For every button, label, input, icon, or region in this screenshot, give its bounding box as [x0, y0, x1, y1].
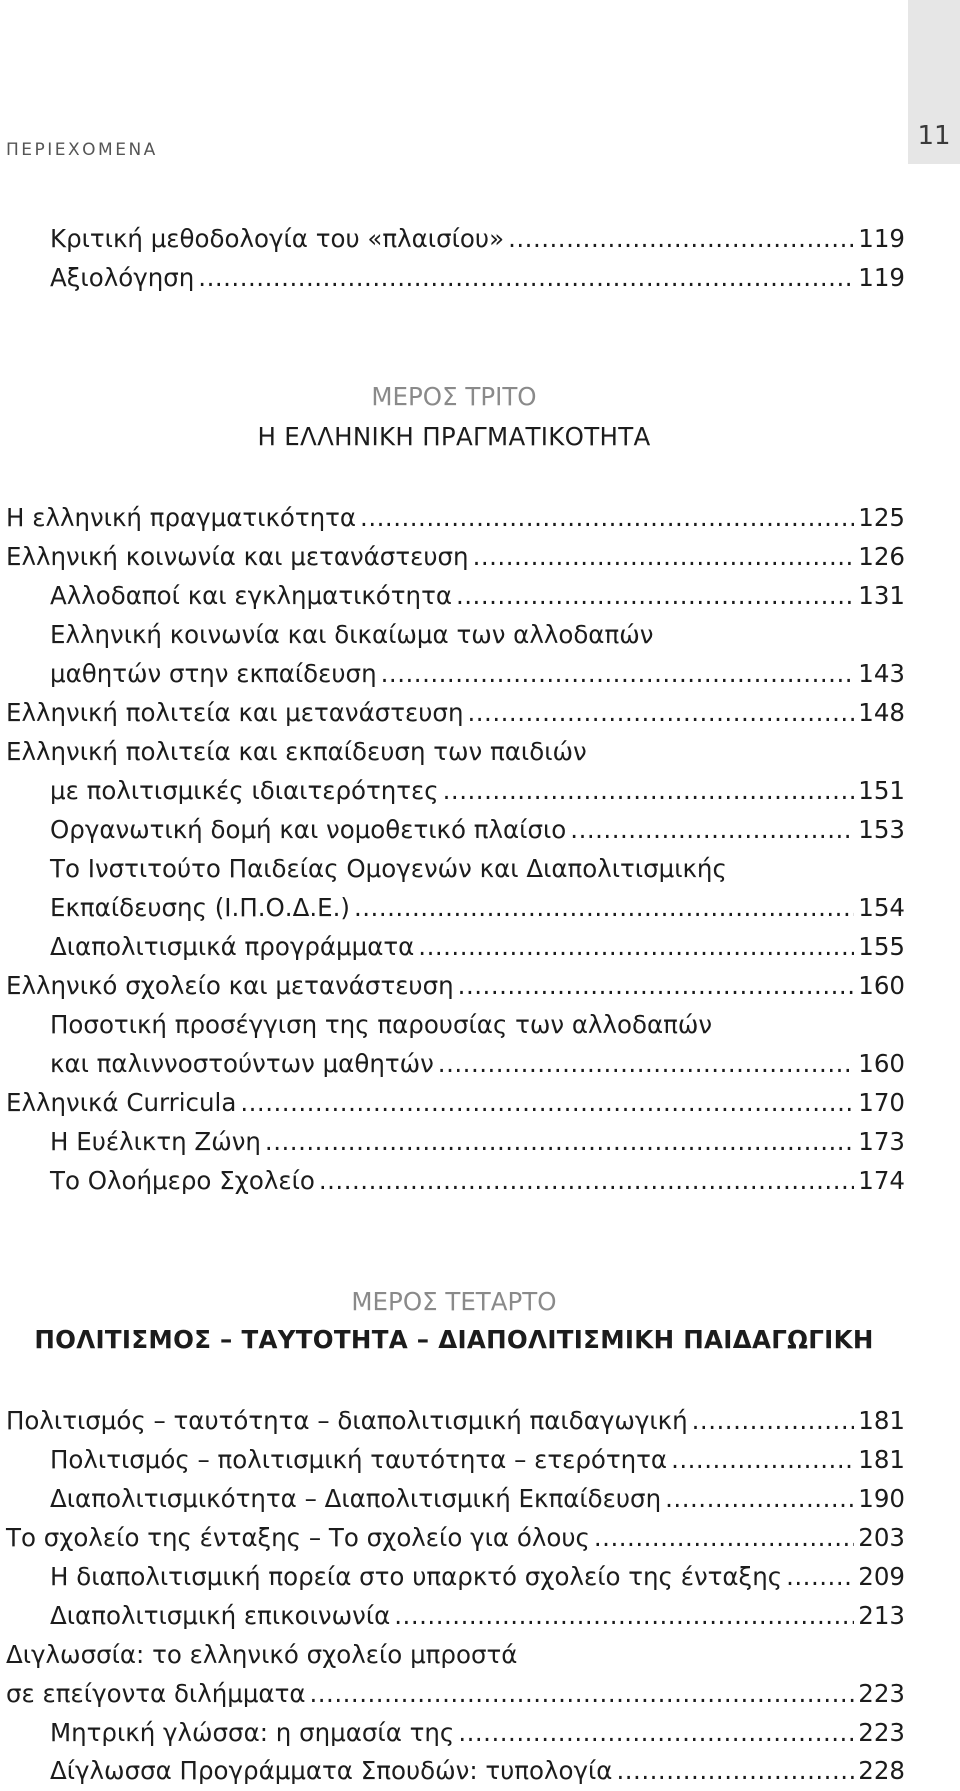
dot-leader [198, 258, 854, 298]
toc-entry-page: 228 [858, 1756, 905, 1785]
toc-entry-page: 160 [858, 971, 905, 1000]
dot-leader [786, 1557, 854, 1597]
toc-entry-title: Διαπολιτισμικά προγράμματα [50, 932, 415, 961]
toc-entry-page: 151 [858, 776, 905, 805]
toc-entry-title: μαθητών στην εκπαίδευση [50, 659, 377, 688]
toc-entry-title: Δίγλωσσα Προγράμματα Σπουδών: τυπολογία [50, 1756, 613, 1785]
toc-entry-title: Το Ολοήμερο Σχολείο [50, 1166, 315, 1195]
toc-entry-title: Διαπολιτισμική επικοινωνία [50, 1601, 391, 1630]
dot-leader [309, 1674, 854, 1714]
toc-entry-title: Αλλοδαποί και εγκληματικότητα [50, 581, 452, 610]
toc-entry [6, 1083, 905, 1123]
toc-entry [50, 576, 905, 616]
toc-entry [50, 810, 905, 850]
dot-leader [616, 1751, 854, 1791]
toc-entry-page: 174 [858, 1166, 905, 1195]
toc-entry-page: 125 [858, 503, 905, 532]
toc-entry-title: Διγλωσσία: το ελληνικό σχολείο μπροστά [6, 1640, 518, 1669]
toc-entry [50, 888, 905, 928]
toc-entry-title: Εκπαίδευσης (Ι.Π.Ο.Δ.Ε.) [50, 893, 350, 922]
dot-leader [692, 1401, 855, 1441]
toc-entry-title: Η Ευέλικτη Ζώνη [50, 1127, 261, 1156]
toc-entry-title: Μητρική γλώσσα: η σημασία της [50, 1718, 455, 1747]
toc-entry-page: 223 [858, 1718, 905, 1747]
toc-entry [6, 537, 905, 577]
toc-entry-title: Ελληνική πολιτεία και εκπαίδευση των παιδιών [6, 737, 587, 766]
toc-entry-title: με πολιτισμικές ιδιαιτερότητες [50, 776, 439, 805]
toc-entry [50, 1479, 905, 1519]
dot-leader [240, 1083, 854, 1123]
toc-entry [50, 654, 905, 694]
dot-leader [467, 693, 854, 733]
toc-entry-title: Ελληνικά Curricula [6, 1088, 237, 1117]
dot-leader [354, 888, 854, 928]
dot-leader [458, 966, 855, 1006]
toc-entry [50, 219, 905, 259]
dot-leader [438, 1044, 854, 1084]
toc-entry-title: Διαπολιτισμικότητα – Διαπολιτισμική Εκπαίδευση [50, 1484, 662, 1513]
part-label: ΜΕΡΟΣ ΤΡΙΤΟ [371, 382, 537, 411]
toc-entry-title: Ποσοτική προσέγγιση της παρουσίας των αλλοδαπών [50, 1010, 713, 1039]
toc-entry [50, 927, 905, 967]
toc-entry-page: 143 [858, 659, 905, 688]
dot-leader [265, 1122, 854, 1162]
toc-entry [6, 1518, 905, 1558]
toc-entry-title: Το Ινστιτούτο Παιδείας Ομογενών και Διαπολιτισμικής [50, 854, 727, 883]
toc-entry-page: 160 [858, 1049, 905, 1078]
toc-entry-page: 190 [858, 1484, 905, 1513]
toc-entry [50, 1005, 905, 1045]
toc-entry-page: 181 [858, 1445, 905, 1474]
toc-entry [50, 849, 905, 889]
toc-entry-title: Κριτική μεθοδολογία του «πλαισίου» [50, 224, 505, 253]
toc-entry-title: Πολιτισμός – ταυτότητα – διαπολιτισμική παιδαγωγική [6, 1406, 688, 1435]
toc-entry-page: 209 [858, 1562, 905, 1591]
toc-entry-page: 119 [858, 263, 905, 292]
toc-entry [50, 615, 905, 655]
toc-entry [6, 966, 905, 1006]
dot-leader [570, 810, 854, 850]
toc-entry-title: Η διαπολιτισμική πορεία στο υπαρκτό σχολείο της ένταξης [50, 1562, 783, 1591]
dot-leader [456, 576, 854, 616]
toc-entry-title: Ελληνική κοινωνία και δικαίωμα των αλλοδαπών [50, 620, 654, 649]
toc-entry-page: 203 [858, 1523, 905, 1552]
toc-entry-title: Η ελληνική πραγματικότητα [6, 503, 357, 532]
part-label: ΜΕΡΟΣ ΤΕΤΑΡΤΟ [351, 1287, 557, 1316]
toc-entry-title: Πολιτισμός – πολιτισμική ταυτότητα – ετερότητα [50, 1445, 668, 1474]
toc-entry-title: Το σχολείο της ένταξης – Το σχολείο για όλους [6, 1523, 590, 1552]
dot-leader [381, 654, 855, 694]
dot-leader [508, 219, 854, 259]
toc-entry [6, 732, 905, 772]
toc-entry-title: Αξιολόγηση [50, 263, 195, 292]
dot-leader [443, 771, 855, 811]
toc-entry-page: 131 [858, 581, 905, 610]
toc-entry [50, 1751, 905, 1791]
toc-entry [50, 771, 905, 811]
toc-entry-page: 155 [858, 932, 905, 961]
toc-entry-page: 126 [858, 542, 905, 571]
toc-entry-page: 153 [858, 815, 905, 844]
toc-entry [50, 1044, 905, 1084]
toc-entry [6, 1674, 905, 1714]
toc-entry [50, 1161, 905, 1201]
dot-leader [360, 498, 854, 538]
toc-entry-title: Ελληνικό σχολείο και μετανάστευση [6, 971, 454, 1000]
toc-entry [6, 498, 905, 538]
toc-entry [50, 1557, 905, 1597]
toc-entry-title: σε επείγοντα διλήμματα [6, 1679, 306, 1708]
dot-leader [418, 927, 854, 967]
toc-entry-page: 223 [858, 1679, 905, 1708]
toc-entry-page: 148 [858, 698, 905, 727]
toc-entry-page: 181 [858, 1406, 905, 1435]
toc-entry [50, 1596, 905, 1636]
toc-entry-page: 170 [858, 1088, 905, 1117]
toc-entry-page: 173 [858, 1127, 905, 1156]
running-head: ΠΕΡΙΕΧΟΜΕΝΑ [6, 140, 158, 160]
toc-entry [50, 1440, 905, 1480]
toc-entry-title: Οργανωτική δομή και νομοθετικό πλαίσιο [50, 815, 567, 844]
dot-leader [671, 1440, 854, 1480]
toc-entry [6, 693, 905, 733]
toc-entry [50, 258, 905, 298]
part-title: ΠΟΛΙΤΙΣΜΟΣ – ΤΑΥΤΟΤΗΤΑ – ΔΙΑΠΟΛΙΤΙΣΜΙΚΗ ΠΑΙΔΑΓΩΓΙΚΗ [34, 1325, 874, 1354]
toc-entry-page: 213 [858, 1601, 905, 1630]
toc-entry [50, 1713, 905, 1753]
dot-leader [473, 537, 855, 577]
dot-leader [594, 1518, 854, 1558]
toc-entry-title: Ελληνική πολιτεία και μετανάστευση [6, 698, 464, 727]
toc-entry-page: 119 [858, 224, 905, 253]
dot-leader [458, 1713, 854, 1753]
dot-leader [394, 1596, 854, 1636]
part-title: Η ΕΛΛΗΝΙΚΗ ΠΡΑΓΜΑΤΙΚΟΤΗΤΑ [257, 422, 651, 451]
toc-entry [50, 1122, 905, 1162]
dot-leader [319, 1161, 854, 1201]
page-number: 11 [917, 121, 951, 151]
toc-entry [6, 1635, 905, 1675]
toc-entry-page: 154 [858, 893, 905, 922]
toc-entry [6, 1401, 905, 1441]
toc-entry-title: Ελληνική κοινωνία και μετανάστευση [6, 542, 469, 571]
dot-leader [665, 1479, 854, 1519]
toc-entry-title: και παλιννοστούντων μαθητών [50, 1049, 434, 1078]
